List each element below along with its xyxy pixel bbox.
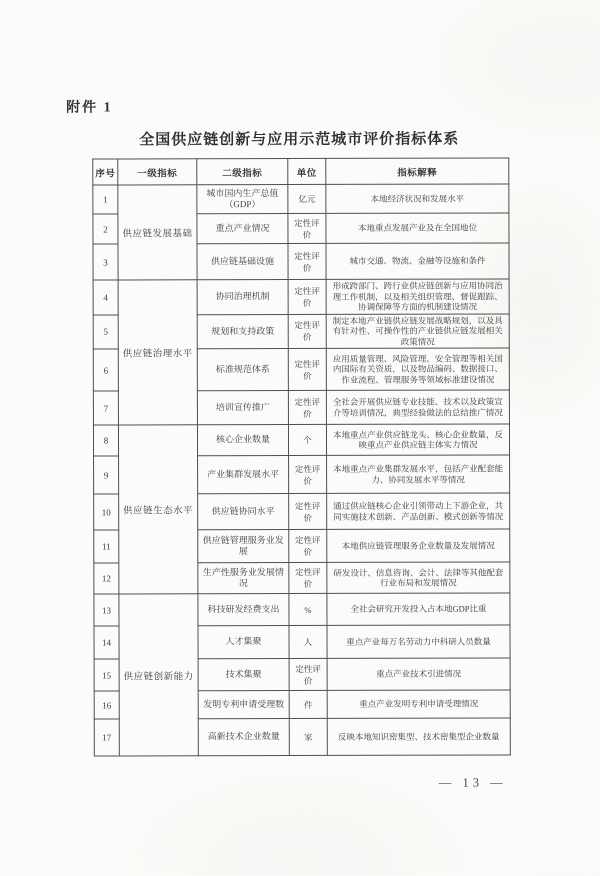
unit-cell: 人 [289,625,327,658]
row-num: 3 [93,244,118,280]
explanation-cell: 研发设计、信息咨询、会计、法律等其他配套行业布局和发展情况 [327,562,510,593]
row-num: 5 [93,314,118,349]
level2-indicator: 人才集聚 [198,626,289,659]
header-unit: 单位 [288,158,326,184]
level2-indicator: 供应链管理服务业发展 [198,530,289,563]
level2-indicator: 发明专利申请受理数 [198,691,289,719]
row-num: 10 [94,494,119,530]
explanation-cell: 本地重点发展产业及在全国地位 [326,213,509,243]
level2-indicator: 城市国内生产总值（GDP） [197,185,288,214]
unit-cell: 定性评价 [288,243,326,279]
row-num: 2 [93,214,118,244]
header-level1: 一级指标 [118,159,197,185]
unit-cell: 定性评价 [288,390,326,424]
level2-indicator: 产业集群发展水平 [198,456,289,494]
level1-indicator: 供应链生态水平 [118,425,197,594]
explanation-cell: 全社会开展供应链专业技能、技术以及政策宣介等培训情况，典型经验做法的总结推广情况 [326,390,509,424]
row-num: 9 [94,456,119,494]
level2-indicator: 科技研发经费支出 [198,594,289,626]
explanation-cell: 城市交通、物流、金融等设施和条件 [326,243,509,279]
level2-indicator: 高新技术企业数量 [198,719,289,756]
unit-cell: 定性评价 [288,279,326,314]
row-num: 1 [93,185,118,214]
table-row [93,184,509,214]
explanation-cell: 本地重点产业集群发展水平，包括产业配套能力、协同发展水平等情况 [327,455,510,493]
level1-indicator: 供应链创新能力 [119,594,198,756]
unit-cell: 定性评价 [289,562,327,593]
header-level2: 二级指标 [197,159,288,185]
level2-indicator: 协同治理机制 [197,280,288,315]
unit-cell: 定性评价 [288,314,326,349]
table-row [93,279,509,315]
explanation-cell: 反映本地知识密集型、技术密集型企业数量 [327,718,510,755]
explanation-cell: 重点产业技术引进情况 [327,658,510,690]
unit-cell: 家 [289,718,327,755]
row-num: 6 [93,349,118,391]
table-row [93,424,509,456]
unit-cell: 定性评价 [288,348,326,390]
level2-indicator: 供应链基础设施 [197,244,288,280]
explanation-cell: 重点产业每万名劳动力中科研人员数量 [327,625,510,658]
unit-cell: 亿元 [288,184,326,213]
level2-indicator: 培训宣传推广 [197,391,288,425]
level1-indicator: 供应链治理水平 [118,280,197,425]
evaluation-index-table [92,157,511,756]
row-num: 15 [94,659,119,691]
row-num: 8 [93,425,118,456]
row-num: 4 [93,280,118,315]
row-num: 16 [94,691,119,719]
explanation-cell: 制定本地产业链供应链发展战略规划，以及具有针对性、可操作性的产业链供应链发展相关政策情况 [326,313,509,348]
explanation-cell: 本地供应链管理服务企业数量及发展情况 [327,529,510,562]
explanation-cell: 通过供应链核心企业引领带动上下游企业，共同实施技术创新、产品创新、模式创新等情况 [327,493,510,529]
row-num: 17 [94,719,119,756]
level2-indicator: 生产性服务业发展情况 [198,563,289,594]
unit-cell: 定性评价 [289,493,327,529]
explanation-cell: 重点产业发明专利申请受理情况 [327,690,510,718]
row-num: 11 [94,530,119,563]
level1-indicator: 供应链发展基础 [118,185,197,280]
level2-indicator: 重点产业情况 [197,214,288,244]
level2-indicator: 供应链协同水平 [198,494,289,530]
page-title: 全国供应链创新与应用示范城市评价指标体系 [139,131,460,149]
row-num: 7 [93,391,118,425]
table-row [94,593,510,626]
explanation-cell: 形成跨部门、跨行业供应链创新与应用协同治理工作机制，以及相关组织管理、督促跟踪、协调保障等方面的机制建设情况 [326,279,509,314]
unit-cell: 定性评价 [289,658,327,690]
explanation-cell: 全社会研究开发投入占本地GDP比重 [327,593,510,625]
explanation-cell: 本地经济状况和发展水平 [326,184,509,213]
level2-indicator: 规划和支持政策 [197,314,288,349]
unit-cell: 定性评价 [289,455,327,493]
unit-cell: 个 [288,424,326,455]
table-header-row [93,158,509,185]
header-seq: 序号 [93,159,118,185]
level2-indicator: 核心企业数量 [197,425,288,456]
row-num: 14 [94,626,119,659]
unit-cell: 定性评价 [289,529,327,562]
explanation-cell: 本地重点产业供应链龙头、核心企业数量，反映重点产业供应链主体实力情况 [326,424,509,455]
attachment-label: 附件 1 [66,100,113,116]
unit-cell: 定性评价 [288,213,326,243]
page-number: — 13 — [438,775,507,790]
unit-cell: % [289,593,327,625]
unit-cell: 件 [289,690,327,718]
level2-indicator: 标准规范体系 [197,349,288,391]
row-num: 12 [94,563,119,594]
row-num: 13 [94,594,119,626]
header-explanation: 指标解释 [326,158,509,184]
explanation-cell: 应用质量管理、风险管理、安全管理等相关国内国际有关资质，以及物品编码、数据接口、作业流程、管理服务等领域标准建设情况 [326,348,509,390]
level2-indicator: 技术集聚 [198,659,289,691]
